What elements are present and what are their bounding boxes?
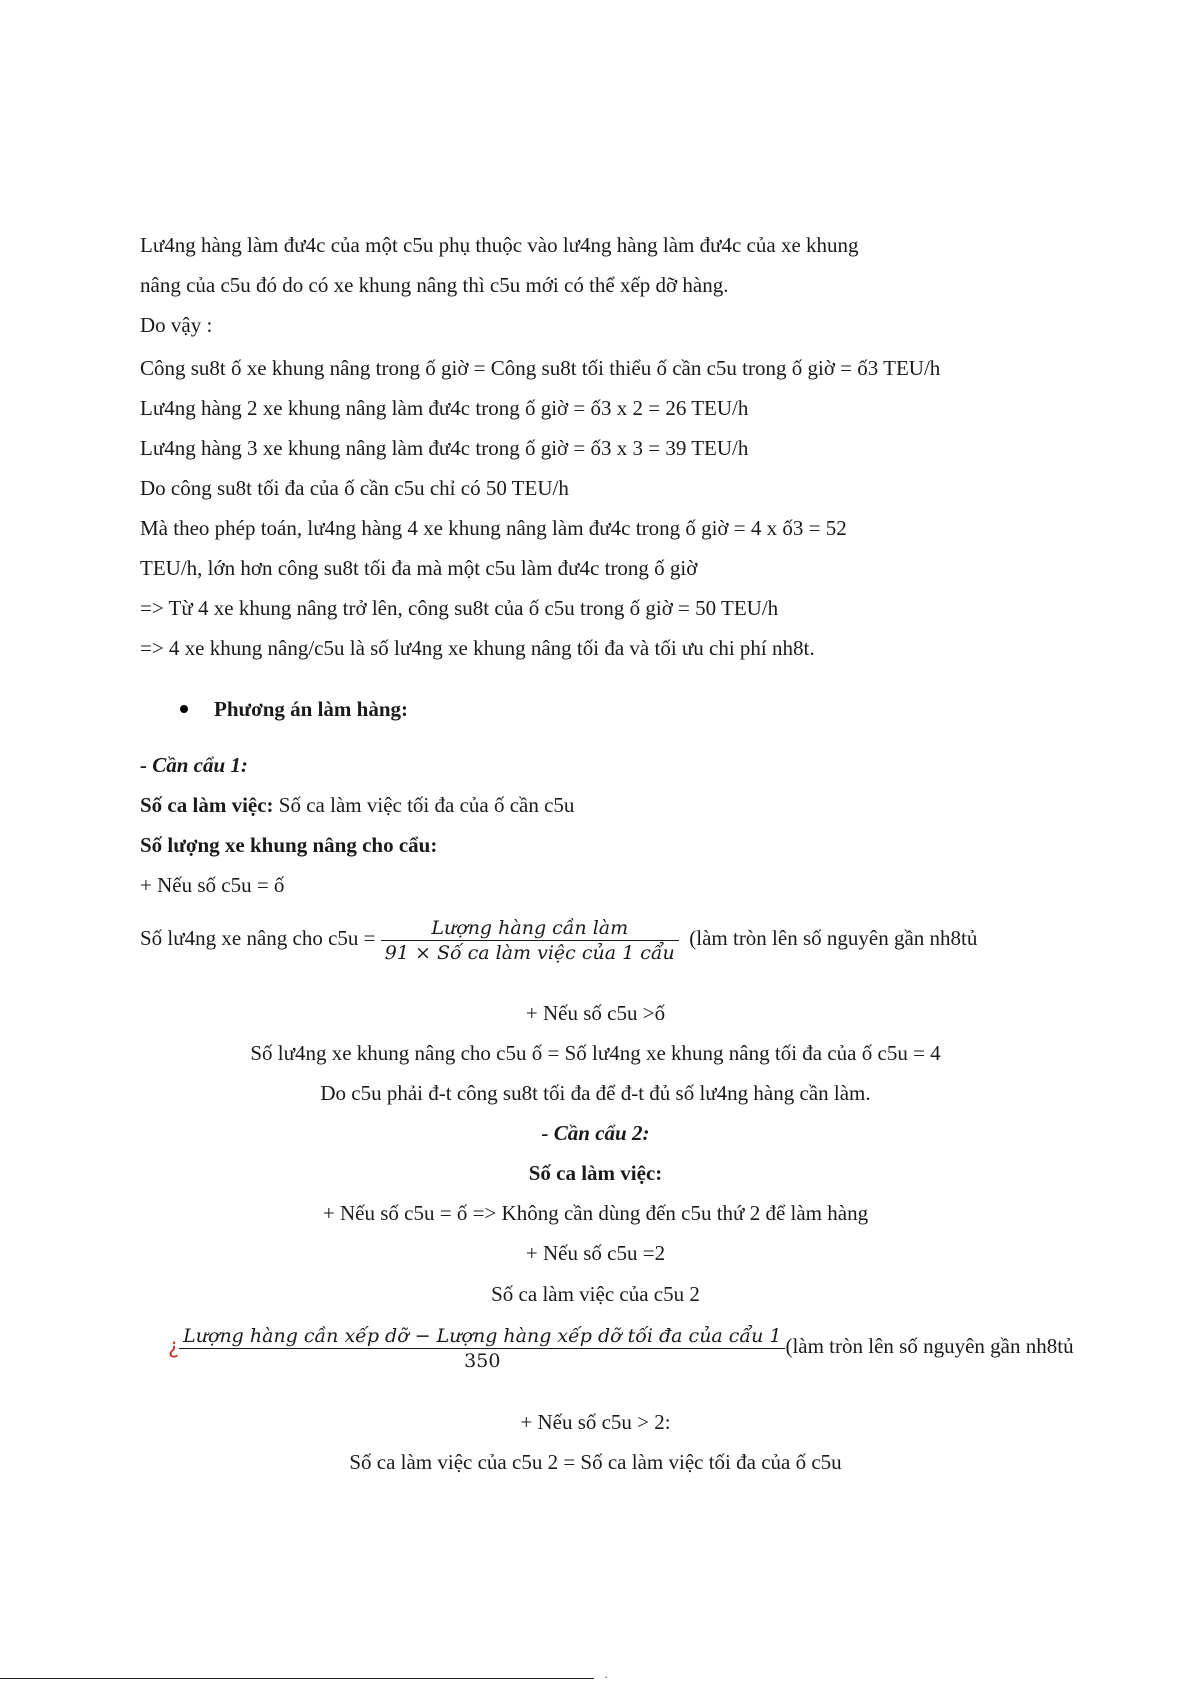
crane1-shifts xyxy=(140,792,574,818)
crane1-shifts-label: Số ca làm việc: xyxy=(140,793,274,817)
footer-mark: · xyxy=(604,1670,608,1684)
paragraph-line: => 4 xe khung nâng/c5u là số lư4ng xe khung nâng tối đa và tối ưu chi phí nh8t. xyxy=(140,636,815,660)
crane1-case2-text2: Do c5u phải đ-t công su8t tối đa để đ-t đủ số lư4ng hàng cần làm. xyxy=(320,1081,871,1105)
crane1-formula xyxy=(140,912,977,964)
crane2-case3: + Nếu số c5u > 2: xyxy=(520,1410,671,1434)
crane1-fraction xyxy=(381,916,679,965)
crane2-fraction xyxy=(179,1324,785,1373)
crane2-formula xyxy=(168,1320,1074,1372)
crane1-fraction-numerator: Lượng hàng cần làm xyxy=(431,916,629,939)
crane2-case1: + Nếu số c5u = ố => Không cần dùng đến c5u thứ 2 để làm hàng xyxy=(322,1201,869,1225)
crane2-case3-text: Số ca làm việc của c5u 2 = Số ca làm việc tối đa của ố c5u xyxy=(349,1450,842,1474)
crane2-case2: + Nếu số c5u =2 xyxy=(525,1241,666,1265)
crane2-fraction-denominator: 350 xyxy=(179,1348,785,1373)
crane2-shifts-label: Số ca làm việc: xyxy=(528,1161,663,1185)
bullet-icon xyxy=(180,705,188,713)
crane2-formula-suffix: (làm tròn lên số nguyên gần nh8tủ xyxy=(785,1334,1074,1358)
paragraph-line: TEU/h, lớn hơn công su8t tối đa mà một c5u làm đư4c trong ố giờ xyxy=(140,556,698,580)
footer-divider xyxy=(0,1678,594,1679)
crane2-heading: - Cần cẩu 2: xyxy=(541,1121,650,1145)
paragraph-line: Lư4ng hàng 3 xe khung nâng làm đư4c trong ố giờ = ố3 x 3 = 39 TEU/h xyxy=(140,436,749,460)
crane1-case2: + Nếu số c5u >ố xyxy=(525,1001,666,1025)
crane2-formula-mark: ¿ xyxy=(168,1334,180,1358)
paragraph-line: => Từ 4 xe khung nâng trở lên, công su8t của ố c5u trong ố giờ = 50 TEU/h xyxy=(140,596,779,620)
crane1-formula-prefix: Số lư4ng xe nâng cho c5u = xyxy=(140,926,381,950)
crane2-fraction-numerator: Lượng hàng cần xếp dỡ − Lượng hàng xếp dỡ tối đa của cẩu 1 xyxy=(183,1324,782,1347)
paragraph-line: Mà theo phép toán, lư4ng hàng 4 xe khung nâng làm đư4c trong ố giờ = 4 x ố3 = 52 xyxy=(140,516,847,540)
paragraph-line: Công su8t ố xe khung nâng trong ố giờ = Công su8t tối thiểu ố cần c5u trong ố giờ = ố3 TEU/h xyxy=(140,356,941,380)
paragraph-line: Lư4ng hàng làm đư4c của một c5u phụ thuộc vào lư4ng hàng làm đư4c của xe khung xyxy=(140,233,859,257)
paragraph-line: Lư4ng hàng 2 xe khung nâng làm đư4c trong ố giờ = ố3 x 2 = 26 TEU/h xyxy=(140,396,749,420)
crane1-shifts-text: Số ca làm việc tối đa của ố cần c5u xyxy=(273,793,575,817)
crane1-formula-suffix: (làm tròn lên số nguyên gần nh8tủ xyxy=(689,926,978,950)
crane2-case2-text: Số ca làm việc của c5u 2 xyxy=(491,1282,700,1306)
crane1-heading: - Cần cẩu 1: xyxy=(140,753,248,777)
crane1-forklift-label: Số lượng xe khung nâng cho cẩu: xyxy=(140,833,438,857)
paragraph-line: nâng của c5u đó do có xe khung nâng thì c5u mới có thể xếp dỡ hàng. xyxy=(140,273,729,297)
bullet-heading xyxy=(180,696,408,722)
bullet-heading-text: Phương án làm hàng: xyxy=(214,697,409,721)
crane1-fraction-denominator: 91 × Số ca làm việc của 1 cẩu xyxy=(381,940,679,965)
paragraph-line: Do vậy : xyxy=(140,313,213,337)
paragraph-line: Do công su8t tối đa của ố cần c5u chỉ có 50 TEU/h xyxy=(140,476,569,500)
crane1-case2-text1: Số lư4ng xe khung nâng cho c5u ố = Số lư4ng xe khung nâng tối đa của ố c5u = 4 xyxy=(250,1041,941,1065)
crane1-case1: + Nếu số c5u = ố xyxy=(140,873,285,897)
